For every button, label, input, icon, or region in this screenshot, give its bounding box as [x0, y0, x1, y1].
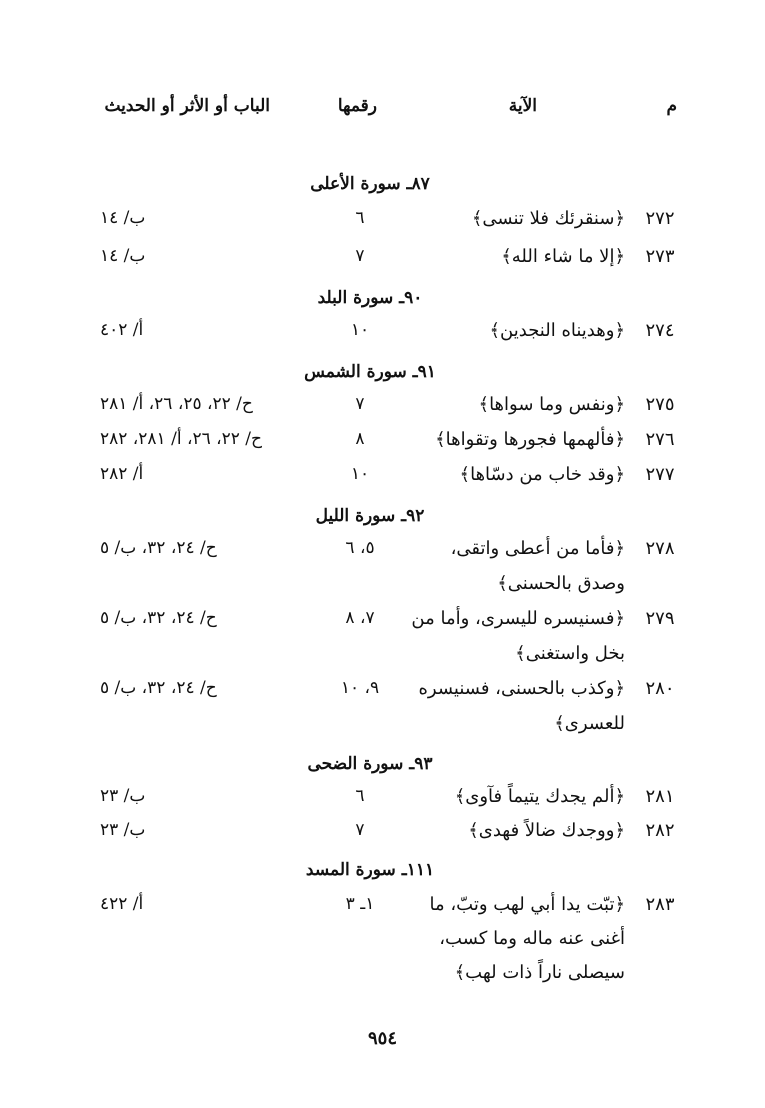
reference: ح/ ٢٤، ٣٢، ب/ ٥	[100, 678, 217, 698]
ayah-text: ﴿سنقرئك فلا تنسى﴾	[471, 208, 625, 229]
table-row	[0, 208, 765, 244]
header-col-number: رقمها	[337, 96, 377, 116]
section-title: ٨٧ـ سورة الأعلى	[310, 174, 430, 194]
verse-number: ٧	[355, 394, 365, 414]
entry-number: ٢٧٤	[645, 320, 675, 341]
reference: ح/ ٢٤، ٣٢، ب/ ٥	[100, 538, 217, 558]
table-row	[0, 894, 765, 930]
entry-number: ٢٧٦	[645, 429, 675, 450]
entry-number: ٢٨٢	[645, 820, 675, 841]
table-row	[0, 394, 765, 430]
ayah-text-continuation: وصدق بالحسنى﴾	[497, 573, 625, 594]
reference: ب/ ١٤	[100, 246, 146, 266]
verse-number: ١٠	[350, 320, 370, 340]
verse-number: ٦	[355, 208, 365, 228]
ayah-text: ﴿وقد خاب من دسّاها﴾	[459, 464, 625, 485]
ayah-text: ﴿وكذب بالحسنى، فسنيسره	[418, 678, 625, 699]
section-title: ٩٣ـ سورة الضحى	[307, 754, 433, 774]
section-title: ١١١ـ سورة المسد	[305, 860, 435, 880]
table-row	[0, 320, 765, 356]
reference: أ/ ٢٨٢	[100, 464, 144, 484]
section-title: ٩١ـ سورة الشمس	[304, 362, 436, 382]
header-col-chapter: الباب أو الأثر أو الحديث	[104, 96, 270, 116]
reference: ح/ ٢٢، ٢٥، ٢٦، أ/ ٢٨١	[100, 394, 253, 414]
table-row	[0, 608, 765, 644]
table-row	[0, 820, 765, 856]
ayah-text: ﴿فألهمها فجورها وتقواها﴾	[435, 429, 625, 450]
entry-number: ٢٨٣	[645, 894, 675, 915]
ayah-text-continuation: بخل واستغنى﴾	[515, 643, 625, 664]
verse-number: ٧	[355, 820, 365, 840]
reference: ب/ ٢٣	[100, 786, 146, 806]
reference: ب/ ٢٣	[100, 820, 146, 840]
reference: أ/ ٤٢٢	[100, 894, 144, 914]
reference: ح/ ٢٤، ٣٢، ب/ ٥	[100, 608, 217, 628]
ayah-text: ﴿تبّت يدا أبي لهب وتبّ، ما	[429, 894, 625, 915]
entry-number: ٢٧٧	[645, 464, 675, 485]
reference: أ/ ٤٠٢	[100, 320, 144, 340]
table-row	[0, 538, 765, 574]
ayah-text: ﴿وهديناه النجدين﴾	[489, 320, 625, 341]
ayah-text: ﴿ونفس وما سواها﴾	[478, 394, 625, 415]
table-row	[0, 464, 765, 500]
verse-number: ٦	[355, 786, 365, 806]
header-col-ayah: الآية	[508, 96, 537, 116]
page-number: ٩٥٤	[367, 1028, 397, 1049]
ayah-text-continuation: للعسرى﴾	[554, 713, 625, 734]
ayah-text-continuation: سيصلى ناراً ذات لهب﴾	[454, 962, 625, 983]
header-col-m: م	[666, 96, 677, 116]
reference: ب/ ١٤	[100, 208, 146, 228]
table-row	[0, 786, 765, 822]
verse-number: ١ـ ٣	[345, 894, 375, 914]
table-row	[0, 429, 765, 465]
entry-number: ٢٧٢	[645, 208, 675, 229]
entry-number: ٢٧٩	[645, 608, 675, 629]
entry-number: ٢٧٣	[645, 246, 675, 267]
reference: ح/ ٢٢، ٢٦، أ/ ٢٨١، ٢٨٢	[100, 429, 262, 449]
entry-number: ٢٨١	[645, 786, 675, 807]
verse-number: ٨	[355, 429, 365, 449]
ayah-text: ﴿ووجدك ضالاً فهدى﴾	[468, 820, 625, 841]
table-row	[0, 246, 765, 282]
table-row	[0, 678, 765, 714]
entry-number: ٢٧٥	[645, 394, 675, 415]
verse-number: ٥، ٦	[345, 538, 375, 558]
ayah-text: ﴿إلا ما شاء الله﴾	[501, 246, 625, 267]
ayah-text-continuation: أغنى عنه ماله وما كسب،	[439, 928, 625, 949]
ayah-text: ﴿فسنيسره لليسرى، وأما من	[411, 608, 625, 629]
verse-number: ١٠	[350, 464, 370, 484]
entry-number: ٢٨٠	[645, 678, 675, 699]
ayah-text: ﴿ألم يجدك يتيماً فآوى﴾	[454, 786, 625, 807]
ayah-text: ﴿فأما من أعطى واتقى،	[450, 538, 625, 559]
verse-number: ٧	[355, 246, 365, 266]
section-title: ٩٢ـ سورة الليل	[315, 506, 425, 526]
verse-number: ٧، ٨	[345, 608, 375, 628]
entry-number: ٢٧٨	[645, 538, 675, 559]
section-title: ٩٠ـ سورة البلد	[317, 288, 423, 308]
verse-number: ٩، ١٠	[340, 678, 380, 698]
